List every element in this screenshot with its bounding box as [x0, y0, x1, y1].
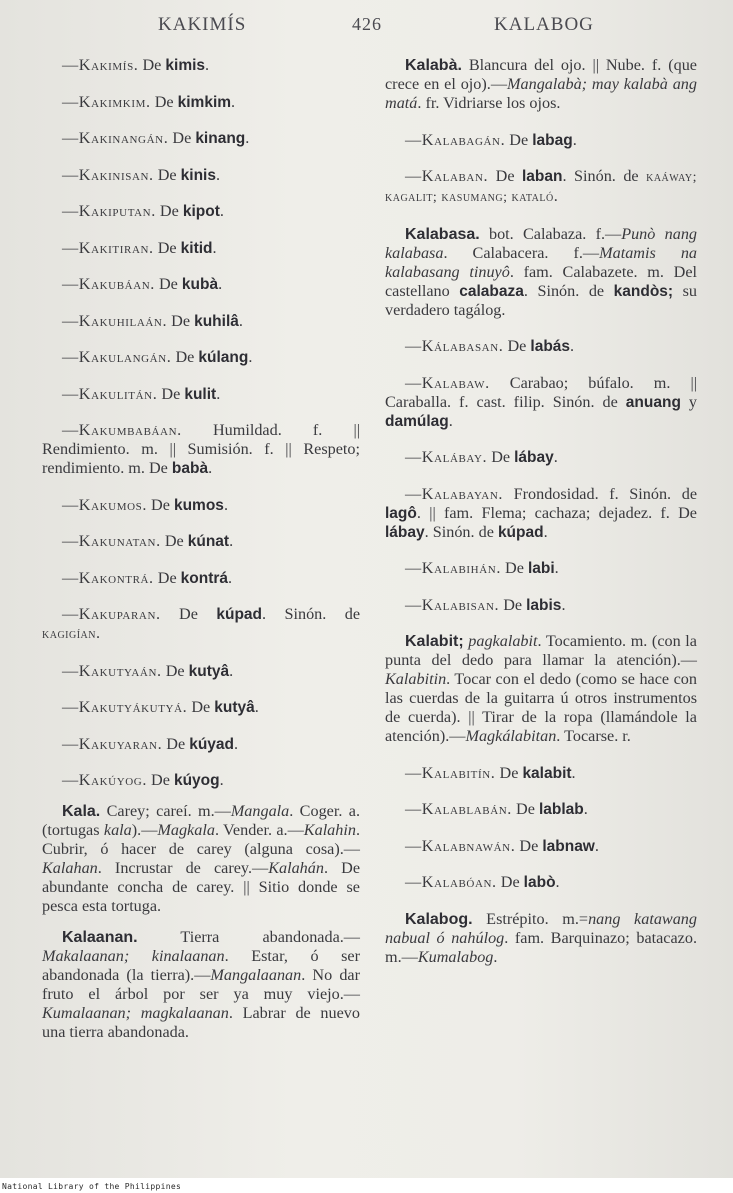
- headword: —Kakimkim.: [62, 92, 151, 111]
- definition-text: . Vender. a.—: [214, 821, 304, 839]
- definition-text: Tierra abandonada.—: [137, 928, 360, 946]
- root-reference: kulit: [184, 385, 217, 403]
- definition-text: . Sinón. de: [424, 522, 498, 541]
- entry-kakuparan: [42, 605, 360, 644]
- entry-kalabnawan: [385, 837, 697, 856]
- definition-text: De: [162, 734, 190, 753]
- headword: —Kakumos.: [62, 495, 147, 514]
- definition-text: . Calabacera. f.—: [443, 243, 600, 262]
- entry-kalabay: [385, 448, 697, 467]
- derived-form: Magkálabitan: [465, 727, 557, 745]
- entry-kakuyog: [42, 771, 360, 790]
- derived-form: Mangala: [230, 802, 290, 820]
- root-reference: kúlang: [198, 349, 249, 366]
- entry-kalabasan: [385, 337, 697, 356]
- definition-text: . fam. Barquinazo; batacazo. m.—: [385, 928, 697, 966]
- root-reference: lablab: [538, 801, 584, 818]
- root-reference: labag: [532, 131, 573, 149]
- root-reference: calabaza: [459, 282, 524, 300]
- headword: —Kalabaw.: [405, 373, 490, 392]
- lemma: Kalaanan.: [62, 929, 138, 946]
- entry-kalabog: [385, 910, 697, 967]
- punct: .: [212, 238, 217, 257]
- entry-kakimis: [42, 56, 360, 75]
- headword: —Kakulangán.: [62, 348, 172, 366]
- synonym-reference: lagô: [385, 504, 417, 522]
- definition-text: De: [171, 348, 199, 366]
- root-reference: kipot: [182, 203, 220, 220]
- punct: .: [555, 873, 560, 891]
- headword: —Kakontrá.: [62, 568, 154, 587]
- running-head-right: KALABOG: [494, 14, 594, 35]
- running-head-left: KAKIMÍS: [158, 14, 247, 35]
- definition-text: De: [138, 56, 166, 74]
- definition-text: . Tocar con el dedo (como se hace con las cuerdas de la guitarra ú otros instrumentos de cuerda). || Tirar de la ropa (llamándole la atención).—: [385, 670, 697, 745]
- definition-text: De: [500, 559, 528, 577]
- definition-text: De: [487, 448, 515, 466]
- entry-kakinangan: [42, 129, 360, 148]
- punct: .: [543, 522, 548, 541]
- entry-kakulangan: [42, 348, 360, 367]
- headword: —Kakitiran.: [62, 238, 154, 257]
- headword: —Kakutyákutyá.: [62, 698, 188, 716]
- punct: .: [205, 56, 210, 74]
- definition-text: De: [150, 92, 178, 111]
- headword: —Kakubáan.: [62, 275, 155, 293]
- headword: —Kakunatan.: [62, 532, 161, 550]
- headword: —Kakúyog.: [62, 771, 147, 789]
- punct: .: [229, 661, 234, 680]
- derived-form: Kalahin: [303, 821, 356, 839]
- headword: —Kalabóan.: [405, 873, 497, 891]
- headword: —Kalabayan.: [405, 484, 504, 503]
- root-reference: kutyâ: [214, 699, 255, 716]
- definition-text: su verdadero tagálog.: [385, 281, 697, 319]
- punct: .: [554, 559, 559, 577]
- root-reference: kinang: [195, 130, 246, 147]
- punct: .: [218, 275, 223, 293]
- punct: .: [583, 800, 588, 818]
- root-reference: babà: [171, 460, 209, 477]
- headword: —Kakinisan.: [62, 165, 154, 184]
- root-reference: kúyad: [189, 735, 235, 753]
- definition-text: De: [153, 238, 181, 257]
- entry-kakimkim: [42, 93, 360, 112]
- punct: .: [553, 187, 558, 205]
- derived-form: nang katawang nabual ó nahúlog: [385, 909, 697, 947]
- punct: .: [231, 92, 236, 111]
- entry-kalaba: [385, 56, 697, 113]
- entry-kalabit: [385, 632, 697, 746]
- definition-text: . Sinón. de: [523, 281, 614, 300]
- punct: .: [493, 947, 498, 966]
- lemma: Kala.: [62, 803, 101, 820]
- definition-text: De: [153, 568, 181, 587]
- punct: .: [448, 411, 453, 430]
- headword: —Kakimís.: [62, 56, 139, 74]
- root-reference: kimkim: [177, 93, 232, 111]
- entry-kakulitan: [42, 385, 360, 404]
- definition-text: y: [680, 392, 698, 411]
- punct: .: [223, 495, 228, 514]
- headword: —Kakutyaán.: [62, 661, 162, 680]
- definition-text: De: [515, 836, 543, 855]
- headword: —Kakuyaran.: [62, 734, 163, 753]
- entry-kalabayan: [385, 485, 697, 542]
- entry-kakubaan: [42, 275, 360, 294]
- headword: —Kalablabán.: [405, 800, 512, 818]
- page-number: 426: [352, 14, 382, 34]
- headword: —Kakuhilaán.: [62, 311, 168, 330]
- punct: .: [208, 459, 213, 477]
- synonym-reference: anuang: [625, 393, 681, 411]
- punct: .: [228, 568, 233, 587]
- entry-kakunatan: [42, 532, 360, 551]
- definition-text: . Cubrir, ó hacer de carey (alguna cosa).—: [42, 821, 361, 858]
- entry-kalabagan: [385, 131, 697, 150]
- derived-form: Punò nang kalabasa: [385, 224, 698, 262]
- entry-kalaanan: [42, 928, 360, 1042]
- entry-kakontra: [42, 569, 360, 588]
- root-reference: labi: [527, 560, 555, 577]
- entry-kala: [42, 802, 360, 916]
- derived-form: Matamis na kalabasang tinuyô: [385, 243, 697, 281]
- root-reference: kúnat: [187, 533, 230, 550]
- derived-form: kala: [103, 821, 132, 839]
- synonym-reference: kaáway; kagalit; kasumang; kataló: [385, 170, 698, 205]
- definition-text: . Tocamiento. m. (con la punta del dedo para llamar la atención).—: [385, 632, 697, 669]
- running-head: [0, 14, 733, 44]
- lemma: Kalabog.: [405, 910, 473, 928]
- entry-kalabisan: [385, 596, 697, 615]
- entry-kakutyaan: [42, 662, 360, 681]
- definition-text: De: [154, 275, 182, 293]
- punct: .: [254, 698, 259, 716]
- left-column: [42, 56, 360, 1060]
- punct: .: [96, 624, 101, 642]
- entry-kalablaban: [385, 800, 697, 819]
- definition-text: De: [147, 495, 174, 514]
- entry-kakutyakutya: [42, 698, 360, 717]
- derived-form: Kumalaanan; magkalaanan: [42, 1004, 229, 1022]
- definition-text: Blancura del ojo. || Nube. f. (que crece en el ojo).—: [385, 56, 697, 93]
- synonym-reference: kúpad: [497, 523, 544, 541]
- derived-form: Makalaanan; kinalaanan: [42, 947, 225, 965]
- punct: .: [570, 337, 575, 355]
- lemma: Kalabà.: [405, 57, 462, 74]
- punct: .: [594, 836, 599, 855]
- definition-text: ).—: [131, 821, 158, 839]
- entry-kakumbabaan: [42, 421, 360, 478]
- punct: .: [238, 311, 243, 330]
- punct: .: [571, 763, 576, 782]
- definition-text: De: [505, 130, 533, 149]
- derived-form: Kalahán: [268, 859, 324, 877]
- root-reference: kinis: [180, 166, 216, 184]
- definition-text: De: [160, 532, 188, 550]
- headword: —Kalabitín.: [405, 763, 496, 782]
- definition-text: De: [488, 167, 522, 185]
- headword: —Kakumbabáan.: [62, 421, 182, 439]
- definition-text: . Incrustar de carey.—: [97, 859, 269, 877]
- root-reference: kimis: [165, 57, 206, 74]
- definition-text: . Estar, ó ser abandonada (la tierra).—: [42, 947, 360, 984]
- lemma: Kalabit;: [405, 633, 464, 650]
- definition-text: De: [160, 605, 217, 623]
- derived-form: pagkalabit: [463, 632, 538, 650]
- synonym-reference: damúlag: [385, 412, 449, 430]
- definition-text: . Labrar de nuevo una tierra abandonada.: [42, 1004, 360, 1041]
- synonym-reference: kagigían: [42, 627, 96, 642]
- synonym-reference: kandòs;: [613, 282, 674, 300]
- derived-form: Mangalaanan: [210, 966, 302, 984]
- definition-text: . No dar fruto el árbol por ser ya muy viejo.—: [42, 966, 360, 1003]
- entry-kalabasa: [385, 225, 697, 320]
- definition-text: De: [147, 771, 174, 789]
- punct: .: [229, 532, 234, 550]
- root-reference: lábay: [514, 449, 554, 466]
- definition-text: . || fam. Flema; cachaza; dejadez. f. De: [416, 503, 697, 522]
- definition-text: Frondosidad. f. Sinón. de: [503, 484, 697, 503]
- definition-text: De: [167, 311, 195, 330]
- derived-form: Kalabitin: [385, 670, 447, 688]
- definition-text: Carabao; búfalo. m. || Caraballa. f. cast. filip. Sinón. de: [385, 373, 697, 411]
- punct: .: [219, 202, 224, 220]
- entry-kakumos: [42, 496, 360, 515]
- headword: —Kakuparan.: [62, 605, 161, 623]
- definition-text: De: [496, 873, 524, 891]
- definition-text: . Sinón. de: [562, 167, 647, 185]
- root-reference: labis: [526, 596, 562, 614]
- definition-text: Estrépito. m.=: [472, 909, 589, 928]
- definition-text: De: [503, 337, 531, 355]
- derived-form: Mangalabà; may kalabà ang matá: [385, 75, 697, 112]
- entry-kakiputan: [42, 202, 360, 221]
- root-reference: kúyog: [173, 772, 220, 789]
- punct: .: [572, 130, 577, 149]
- library-credit: National Library of the Philippines: [2, 1182, 182, 1191]
- definition-text: . Sinón. de: [262, 605, 361, 623]
- root-reference: labás: [530, 338, 571, 355]
- headword: —Kalabihán.: [405, 559, 501, 577]
- root-reference: labnaw: [542, 837, 595, 855]
- root-reference: lábay: [385, 523, 425, 541]
- root-reference: kumos: [173, 496, 224, 514]
- punct: .: [553, 448, 558, 466]
- entry-kakinisan: [42, 166, 360, 185]
- headword: —Kalabisan.: [405, 595, 500, 614]
- definition-text: De: [499, 595, 527, 614]
- punct: .: [245, 129, 250, 147]
- definition-text: De: [157, 384, 185, 403]
- definition-text: . De abundante concha de carey. || Sitio donde se pesca esta tortuga.: [42, 859, 361, 915]
- headword: —Kalaban.: [405, 167, 489, 185]
- definition-text: De: [161, 661, 189, 680]
- headword: —Kalabagán.: [405, 130, 506, 149]
- punct: .: [216, 384, 221, 403]
- root-reference: kuhilâ: [194, 312, 239, 330]
- root-reference: laban: [522, 168, 563, 185]
- headword: —Kakulitán.: [62, 384, 158, 403]
- headword: —Kakinangán.: [62, 129, 169, 147]
- punct: .: [219, 771, 224, 789]
- headword: —Kalábay.: [405, 448, 488, 466]
- headword: —Kálabasan.: [405, 337, 504, 355]
- derived-form: Magkala: [157, 821, 215, 839]
- root-reference: kúpad: [216, 606, 263, 623]
- lemma: Kalabasa.: [405, 225, 480, 243]
- root-reference: kontrá: [180, 569, 229, 587]
- definition-text: De: [495, 763, 523, 782]
- definition-text: . fam. Calabazete. m. Del castellano: [385, 262, 698, 300]
- definition-text: De: [155, 202, 183, 220]
- definition-text: . fr. Vidriarse los ojos.: [417, 94, 561, 112]
- entry-kalaban: [385, 167, 697, 207]
- derived-form: Kalahan: [42, 859, 98, 877]
- definition-text: . Tocarse. r.: [556, 727, 631, 745]
- definition-text: Humildad. f. || Rendimiento. m. || Sumisión. f. || Respeto; rendimiento. m. De: [42, 421, 360, 477]
- punct: .: [215, 165, 221, 184]
- definition-text: De: [187, 698, 215, 716]
- right-column: [385, 56, 697, 984]
- entry-kakuyaran: [42, 735, 360, 754]
- headword: —Kalabnawán.: [405, 836, 516, 855]
- entry-kakuhilaan: [42, 312, 360, 331]
- root-reference: kubà: [181, 276, 219, 293]
- root-reference: kitid: [180, 239, 213, 257]
- definition-text: De: [511, 800, 539, 818]
- entry-kalaboan: [385, 873, 697, 892]
- entry-kalabaw: [385, 374, 697, 431]
- root-reference: kalabit: [522, 764, 572, 782]
- definition-text: . Coger. a. (tortugas: [42, 802, 360, 839]
- entry-kalabitin: [385, 764, 697, 783]
- entry-kalabihan: [385, 559, 697, 578]
- root-reference: kutyâ: [188, 662, 230, 680]
- headword: —Kakiputan.: [62, 202, 156, 220]
- entry-kakitiran: [42, 239, 360, 258]
- punct: .: [561, 595, 566, 614]
- definition-text: De: [153, 165, 181, 184]
- root-reference: labò: [523, 874, 556, 891]
- punct: .: [248, 348, 253, 366]
- punct: .: [234, 734, 239, 753]
- derived-form: Kumalabog: [417, 947, 494, 966]
- definition-text: De: [168, 129, 196, 147]
- definition-text: Carey; careí. m.—: [100, 802, 231, 820]
- definition-text: bot. Calabaza. f.—: [479, 224, 622, 243]
